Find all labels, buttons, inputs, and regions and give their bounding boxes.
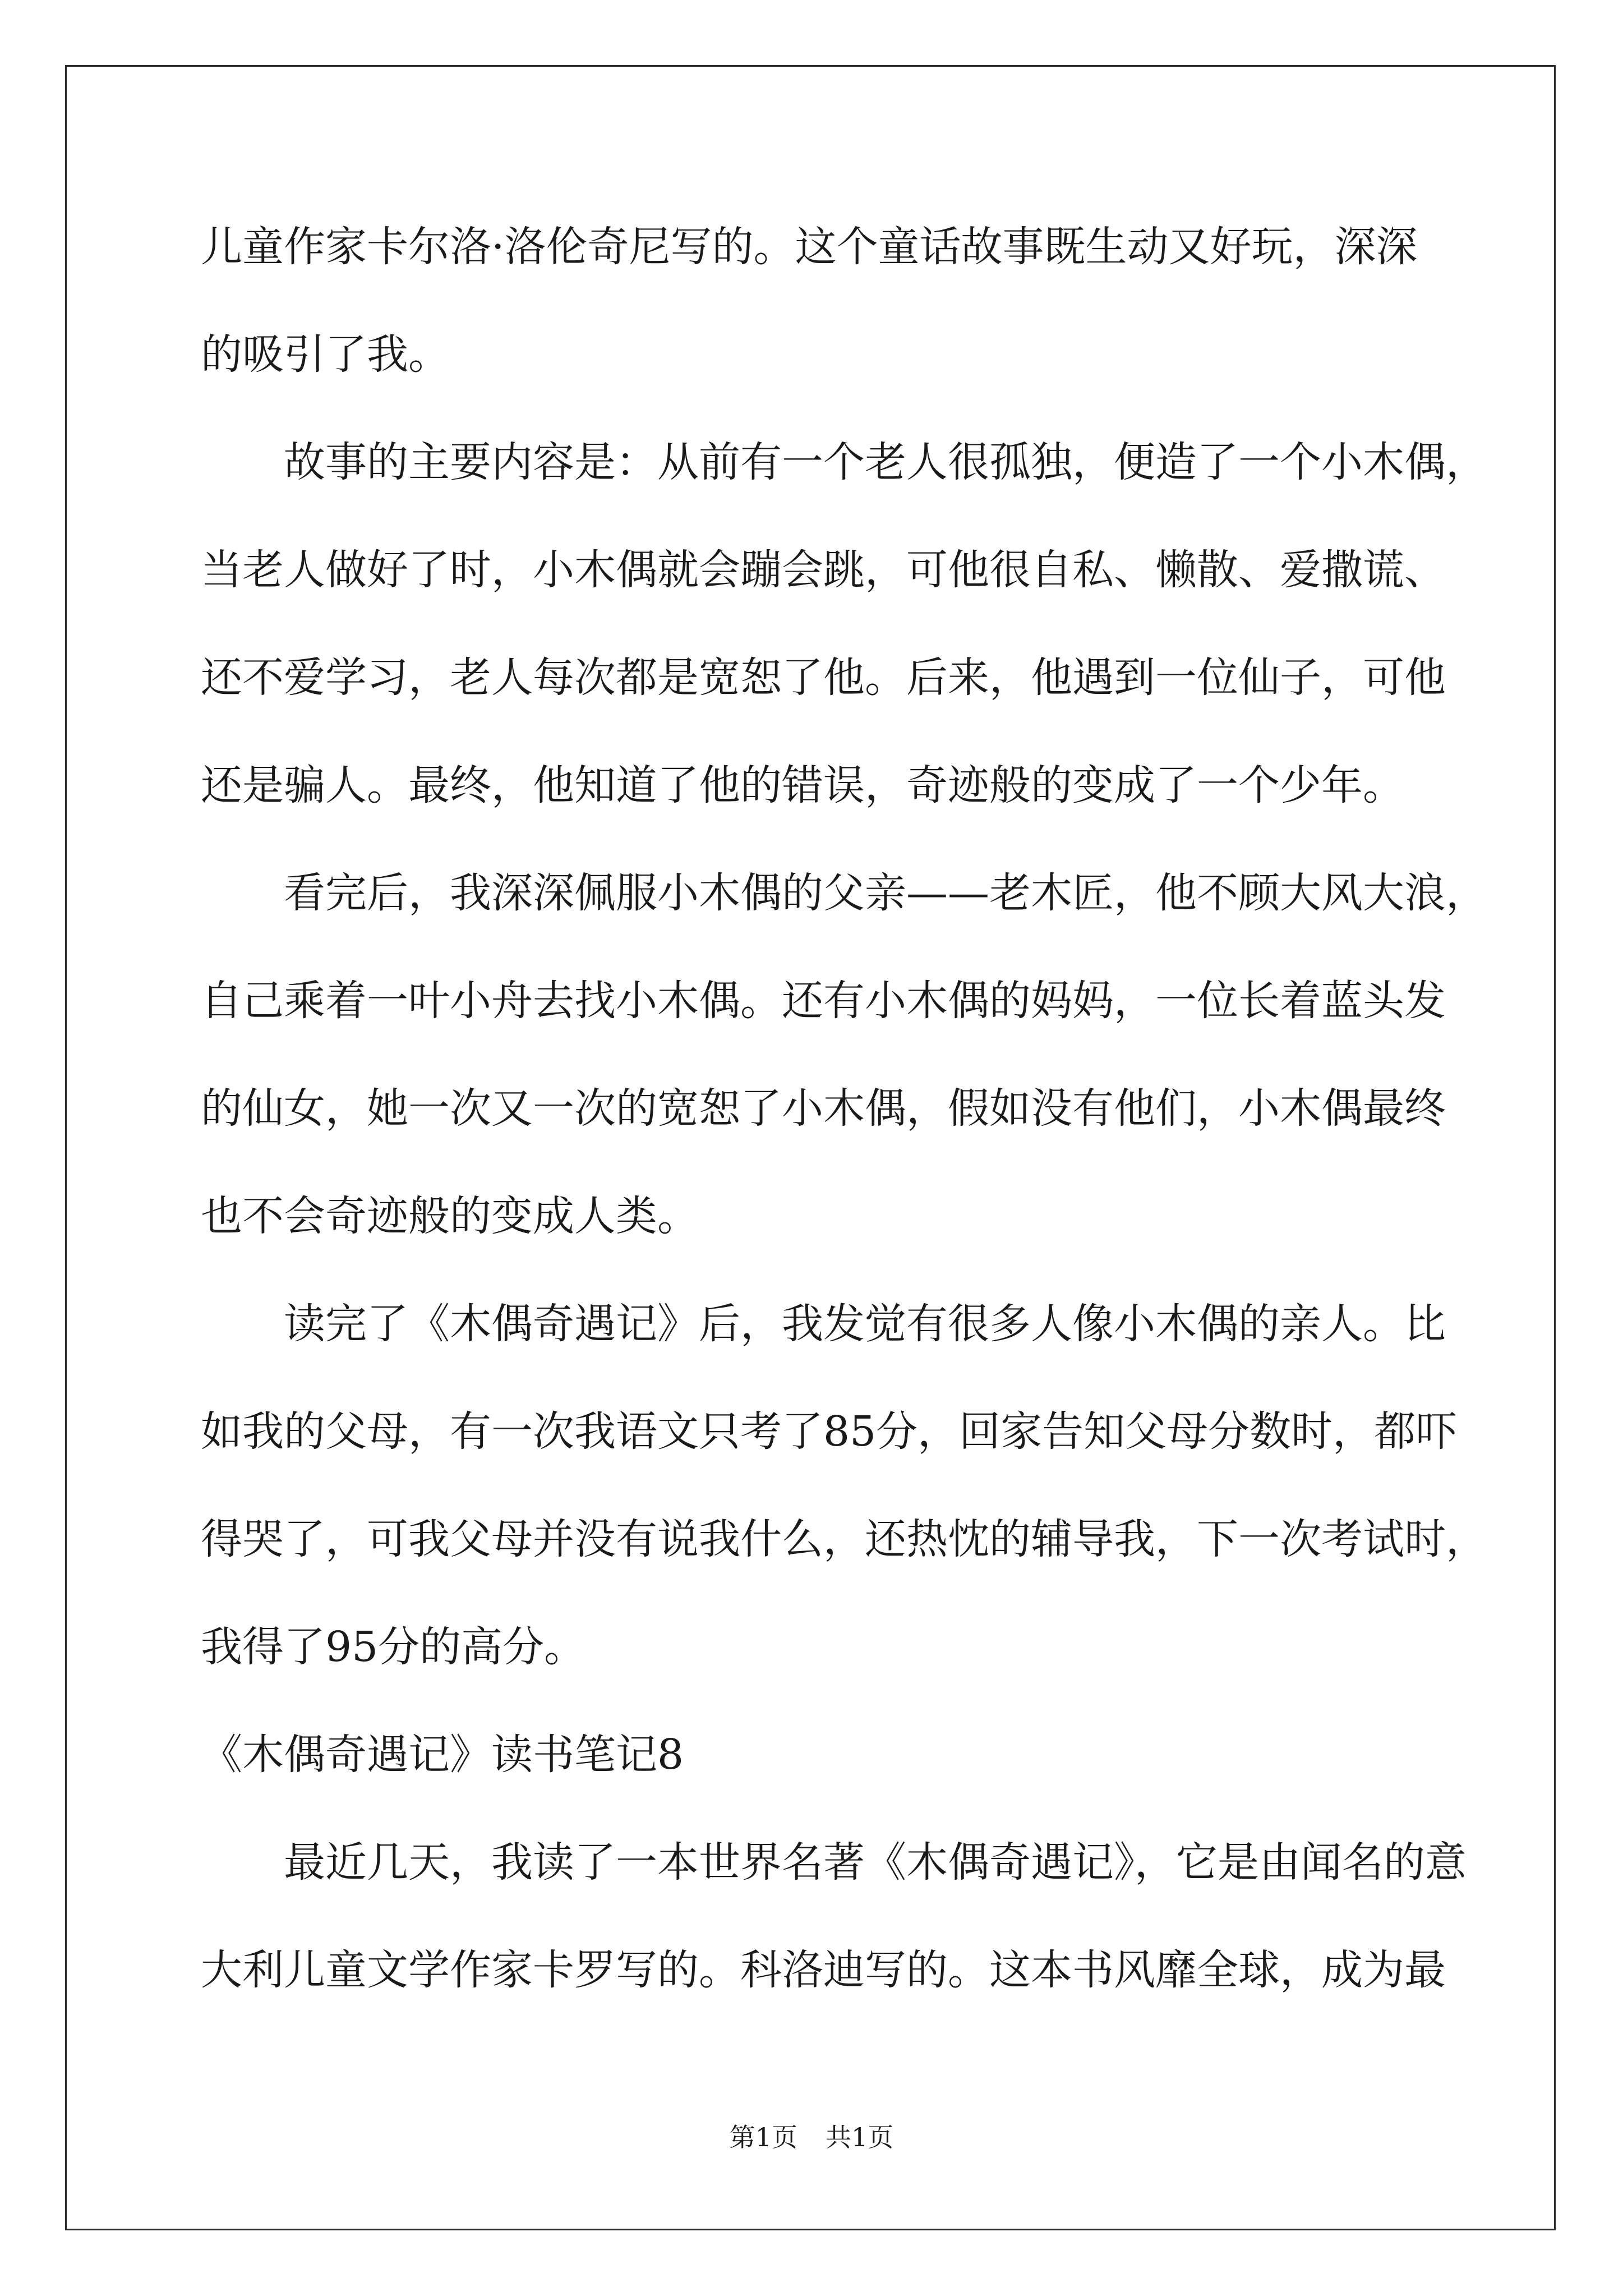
text-line: 的吸引了我。 [201, 330, 450, 379]
text-line: 自己乘着一叶小舟去找小木偶。还有小木偶的妈妈，一位长着蓝头发 [201, 977, 1446, 1025]
section-heading: 《木偶奇遇记》读书笔记8 [201, 1731, 684, 1779]
paragraph-start-line: 读完了《木偶奇遇记》后，我发觉有很多人像小木偶的亲人。比 [284, 1300, 1446, 1348]
text-line: 还不爱学习，老人每次都是宽恕了他。后来，他遇到一位仙子，可他 [201, 654, 1446, 702]
text-line: 得哭了，可我父母并没有说我什么，还热忱的辅导我，下一次考试时， [201, 1515, 1487, 1563]
text-line: 还是骗人。最终，他知道了他的错误，奇迹般的变成了一个少年。 [201, 761, 1404, 809]
text-line: 也不会奇迹般的变成人类。 [201, 1192, 699, 1240]
page-total: 共1页 [826, 2122, 894, 2152]
text-line: 儿童作家卡尔洛·洛伦奇尼写的。这个童话故事既生动又好玩，深深 [201, 223, 1418, 271]
paragraph-start-line: 最近几天，我读了一本世界名著《木偶奇遇记》，它是由闻名的意 [284, 1838, 1467, 1887]
text-line: 的仙女，她一次又一次的宽恕了小木偶，假如没有他们，小木偶最终 [201, 1084, 1446, 1133]
paragraph-start-line: 故事的主要内容是：从前有一个老人很孤独，便造了一个小木偶， [284, 438, 1487, 486]
page-number: 第1页 [729, 2122, 797, 2152]
page-footer [0, 2120, 1623, 2154]
paragraph-start-line: 看完后，我深深佩服小木偶的父亲——老木匠，他不顾大风大浪， [284, 869, 1487, 917]
text-line: 如我的父母，有一次我语文只考了85分，回家告知父母分数时，都吓 [201, 1407, 1458, 1456]
text-line: 当老人做好了时，小木偶就会蹦会跳，可他很自私、懒散、爱撒谎、 [201, 546, 1446, 594]
text-line: 我得了95分的高分。 [201, 1623, 586, 1671]
text-line: 大利儿童文学作家卡罗写的。科洛迪写的。这本书风靡全球，成为最 [201, 1946, 1446, 1994]
page-border [65, 65, 1556, 2230]
